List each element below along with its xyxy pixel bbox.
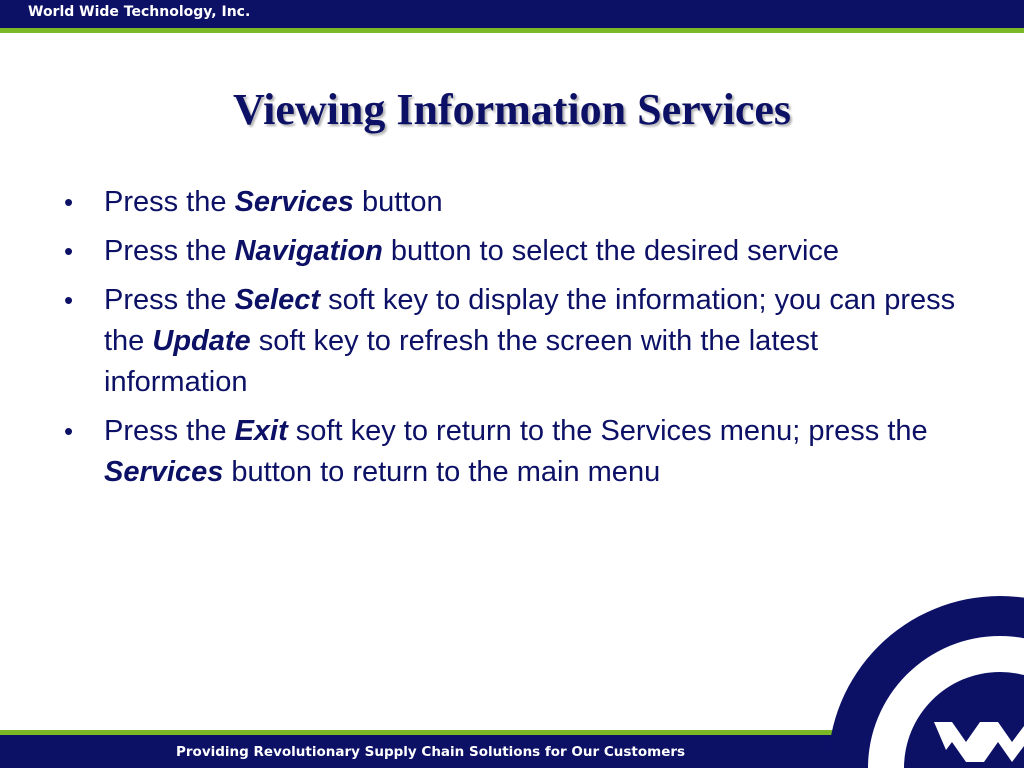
bullet-text: soft key to return to the Services menu; press the: [287, 415, 928, 447]
footer-tagline: Providing Revolutionary Supply Chain Solutions for Our Customers: [176, 744, 686, 760]
bullet-emphasis: Services: [234, 186, 354, 218]
bullet-text: Press the: [104, 284, 235, 316]
bullet-item: [62, 280, 962, 403]
bullet-text: button to return to the main menu: [223, 456, 661, 488]
bullet-emphasis: Navigation: [234, 235, 383, 267]
bullet-text: soft key to refresh the screen with the latest information: [104, 325, 819, 398]
bullet-icon: •: [64, 285, 74, 315]
slide-title: Viewing Information Services: [232, 85, 792, 134]
bullet-item: [62, 411, 962, 493]
company-name: World Wide Technology, Inc.: [28, 4, 251, 20]
bullet-list: [62, 182, 962, 501]
header-divider: [0, 28, 1024, 33]
bullet-icon: •: [64, 416, 74, 446]
bullet-text: button to select the desired service: [382, 235, 840, 267]
bullet-emphasis: Select: [234, 284, 321, 316]
bullet-text: soft key to display the information; you can press the: [104, 284, 956, 357]
bullet-text: button: [353, 186, 443, 218]
bullet-emphasis: Services: [104, 456, 224, 488]
bullet-text: Press the: [104, 415, 235, 447]
bullet-text: Press the: [104, 235, 235, 267]
bullet-item: [62, 182, 962, 223]
bullet-text: Press the: [104, 186, 235, 218]
bullet-emphasis: Update: [152, 325, 251, 357]
bullet-icon: •: [64, 236, 74, 266]
bullet-emphasis: Exit: [234, 415, 288, 447]
wwt-logo-icon: [826, 596, 1024, 768]
bullet-icon: •: [64, 187, 74, 217]
bullet-item: [62, 231, 962, 272]
header-bar: [0, 0, 1024, 28]
